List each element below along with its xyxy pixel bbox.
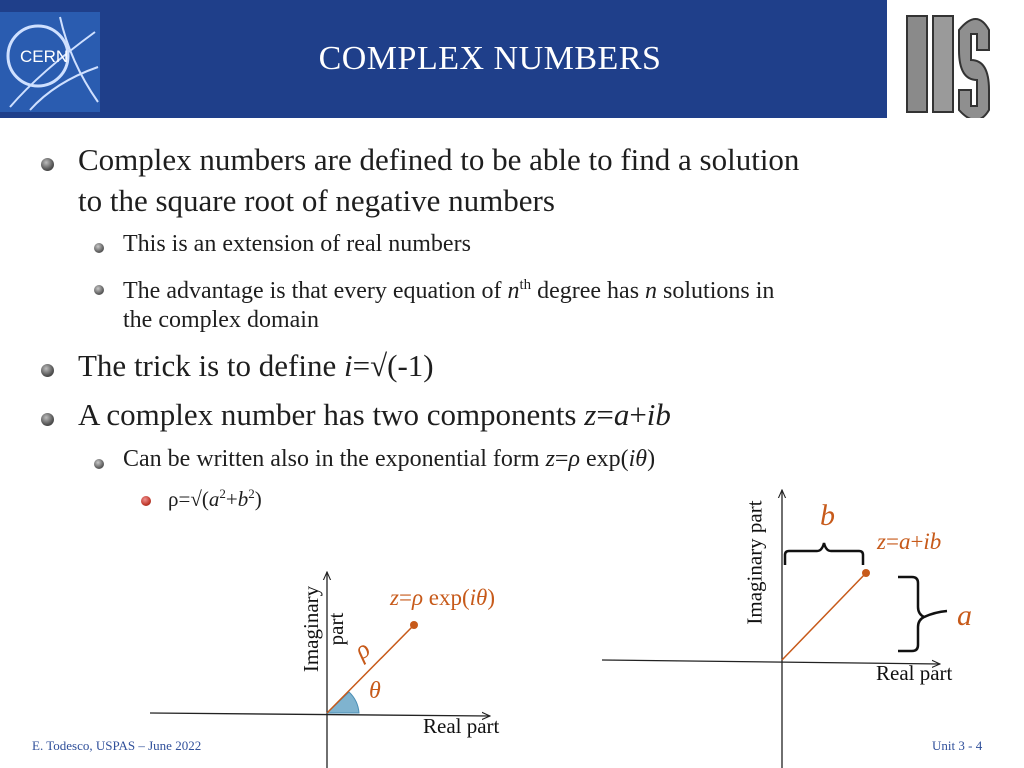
- footer-page-number: Unit 3 - 4: [932, 738, 983, 753]
- math-eq: =: [885, 529, 899, 554]
- math-z: z: [545, 446, 555, 472]
- a-label: a: [957, 599, 972, 632]
- math-ib: ib: [923, 529, 942, 554]
- math-sqrt: =√(-1): [352, 348, 434, 383]
- math-b: b: [237, 487, 249, 511]
- bullet-1-line-1: Complex numbers are defined to be able to find a solution: [78, 142, 800, 177]
- sub-bullet-extension: This is an extension of real numbers: [123, 231, 471, 257]
- math-n: n: [645, 278, 658, 304]
- math-z: z: [584, 397, 597, 432]
- b-brace: [785, 543, 863, 565]
- text: degree has: [531, 278, 646, 304]
- math-n: n: [507, 278, 520, 304]
- text: A complex number has two components: [78, 397, 585, 432]
- bullet-1-line-2: to the square root of negative numbers: [78, 183, 555, 218]
- math-eq: =: [398, 585, 412, 610]
- superscript-2: 2: [248, 486, 255, 501]
- b-label: b: [820, 499, 835, 532]
- math-z: z: [877, 529, 886, 554]
- text: The advantage is that every equation of: [123, 278, 508, 304]
- theta-label: θ: [369, 678, 381, 704]
- math-eq: =: [596, 397, 614, 432]
- superscript-th: th: [519, 277, 532, 293]
- math-z: z: [390, 585, 399, 610]
- math-rho-sqrt: ρ=√(: [168, 487, 209, 511]
- right-point: [862, 569, 870, 577]
- math-eq: =: [554, 446, 569, 472]
- sub-bullet-advantage-line-2: the complex domain: [123, 307, 319, 333]
- right-point-label: [877, 529, 941, 555]
- math-plus: +: [629, 397, 647, 432]
- math-exp: exp(: [422, 585, 470, 610]
- math-rho: ρ: [411, 585, 423, 610]
- page-title: COMPLEX NUMBERS: [318, 40, 662, 77]
- math-itheta: iθ: [469, 585, 488, 610]
- math-a: a: [613, 397, 630, 432]
- math-i: i: [344, 348, 353, 383]
- text: solutions in: [657, 278, 775, 304]
- math-paren: ): [647, 446, 656, 472]
- right-imaginary-axis-label: Imaginary part: [742, 500, 767, 625]
- text: Can be written also in the exponential form: [123, 446, 546, 472]
- math-ib: ib: [646, 397, 671, 432]
- math-itheta: iθ: [628, 446, 648, 472]
- left-imaginary-axis-label: Imaginary part: [299, 585, 348, 673]
- text: The trick is to define: [78, 348, 344, 383]
- math-exp: exp(: [579, 446, 629, 472]
- math-paren: ): [487, 585, 495, 610]
- math-plus: +: [910, 529, 924, 554]
- a-brace-tip: [924, 611, 947, 617]
- math-a: a: [208, 487, 220, 511]
- math-a: a: [898, 529, 911, 554]
- right-real-axis-label: Real part: [876, 661, 953, 685]
- math-rho: ρ: [568, 446, 580, 472]
- math-paren: ): [254, 487, 262, 511]
- a-brace: [898, 577, 924, 651]
- left-point: [410, 621, 418, 629]
- math-plus: +: [225, 487, 238, 511]
- footer-author: E. Todesco, USPAS – June 2022: [32, 738, 202, 753]
- left-point-label: [390, 585, 495, 611]
- right-vector: [782, 573, 866, 660]
- svg-text:CERN: CERN: [20, 47, 69, 66]
- superscript-2: 2: [219, 486, 226, 501]
- left-real-axis-label: Real part: [423, 714, 500, 738]
- theta-angle-wedge: [327, 692, 359, 713]
- rho-label: ρ: [348, 634, 376, 666]
